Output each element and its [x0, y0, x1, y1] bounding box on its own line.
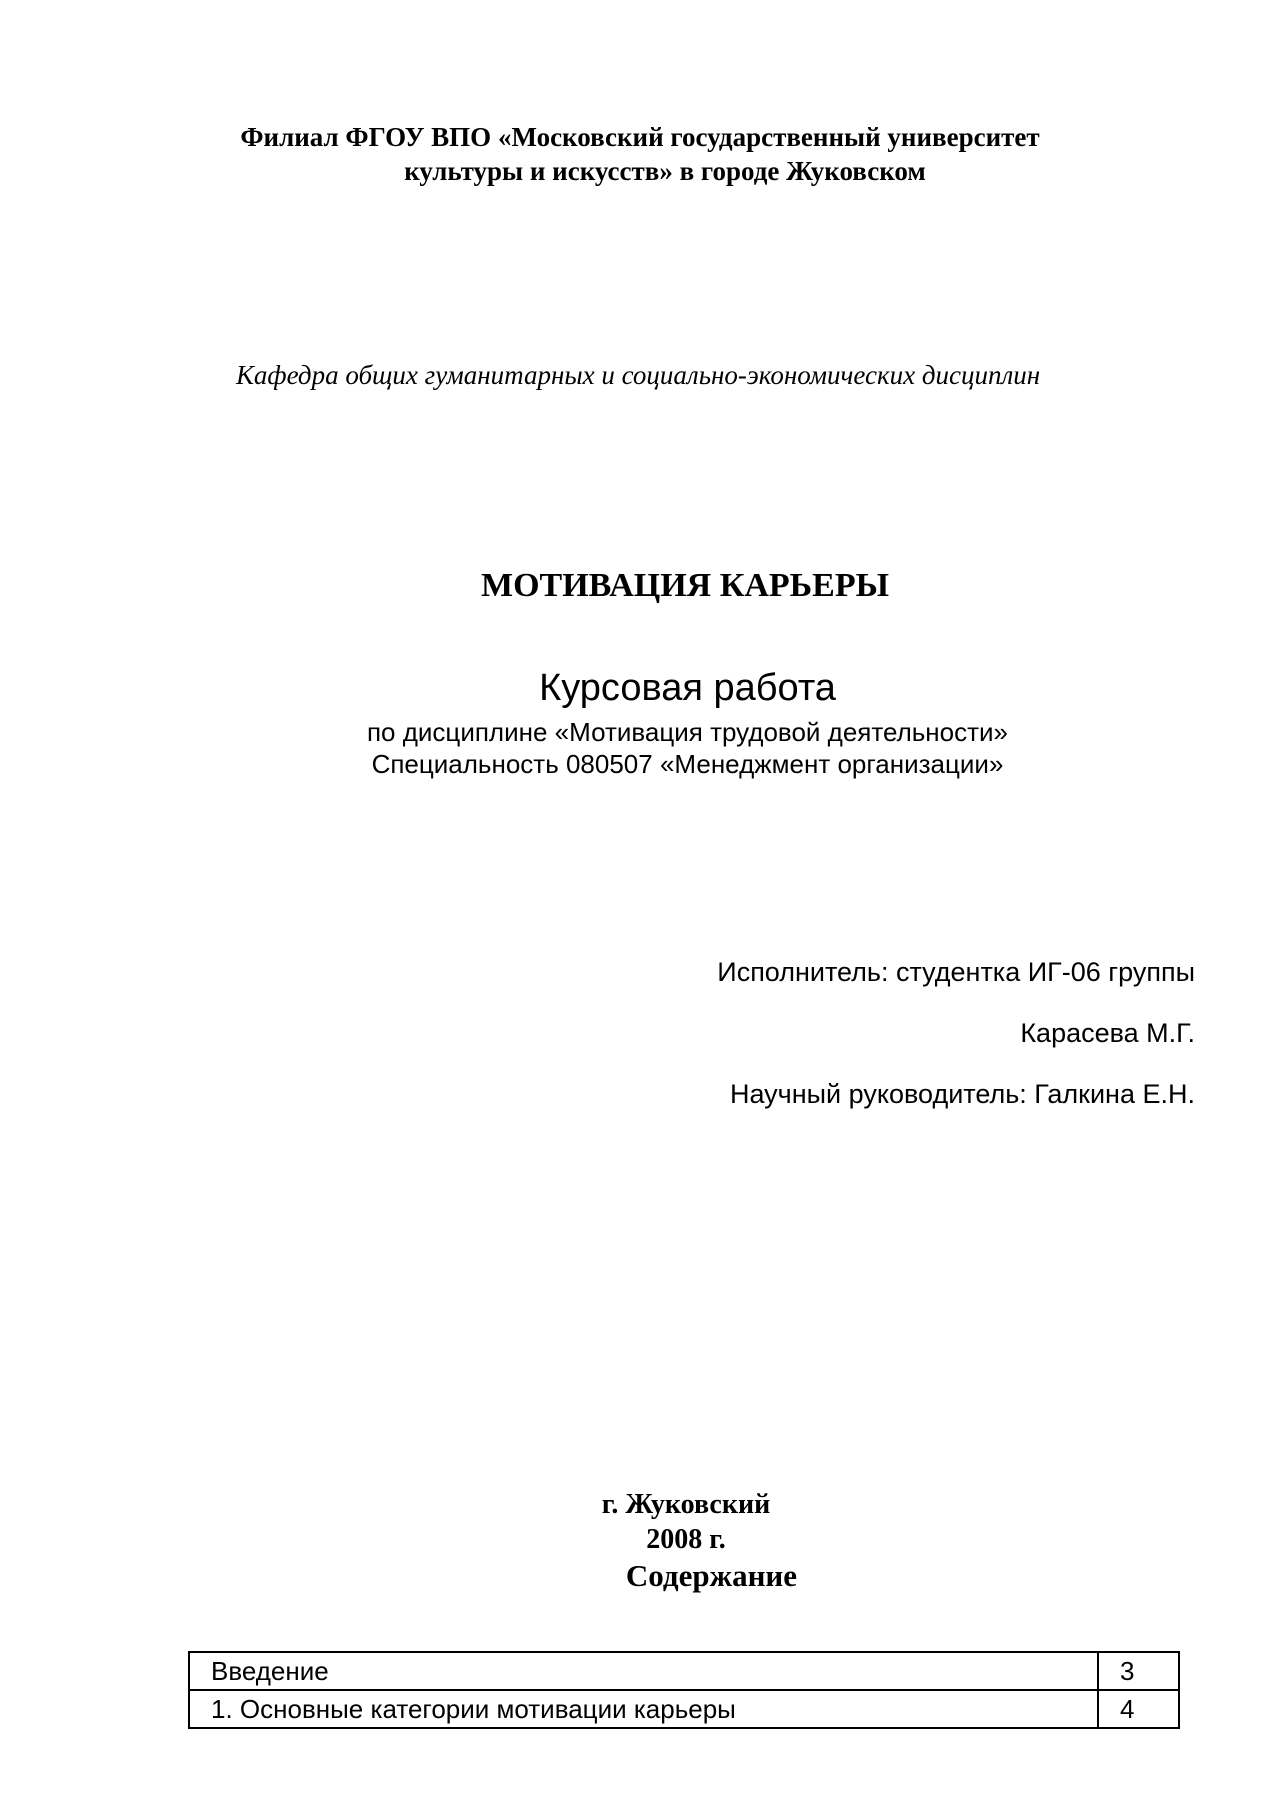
toc-entry-page: 4 — [1098, 1690, 1179, 1728]
city: г. Жуковский — [601, 1489, 771, 1520]
toc-table — [188, 1651, 1180, 1729]
institution-header — [0, 120, 1280, 188]
supervisor-line: Научный руководитель: Галкина Е.Н. — [729, 1079, 1195, 1109]
toc-entry-label: 1. Основные категории мотивации карьеры — [189, 1690, 1098, 1728]
discipline-line: по дисциплине «Мотивация трудовой деятельности» — [366, 717, 1009, 747]
work-title: МОТИВАЦИЯ КАРЬЕРЫ — [481, 567, 889, 604]
toc-row — [189, 1652, 1179, 1690]
institution-line-1: Филиал ФГОУ ВПО «Московский государственный университет — [240, 122, 1040, 152]
executor-name: Карасева М.Г. — [1020, 1018, 1195, 1048]
year: 2008 г. — [646, 1524, 726, 1555]
toc-entry-page: 3 — [1098, 1652, 1179, 1690]
toc-title: Содержание — [625, 1558, 798, 1593]
executor-line: Исполнитель: студентка ИГ-06 группы — [717, 957, 1195, 987]
work-type: Курсовая работа — [539, 667, 836, 709]
department-name: Кафедра общих гуманитарных и социально-экономических дисциплин — [236, 360, 1041, 390]
author-block — [717, 955, 1195, 1138]
toc-entry-label: Введение — [189, 1652, 1098, 1690]
toc-row — [189, 1690, 1179, 1728]
specialty-line: Специальность 080507 «Менеджмент организации» — [371, 749, 1004, 779]
institution-line-2: культуры и искусств» в городе Жуковском — [404, 156, 926, 186]
